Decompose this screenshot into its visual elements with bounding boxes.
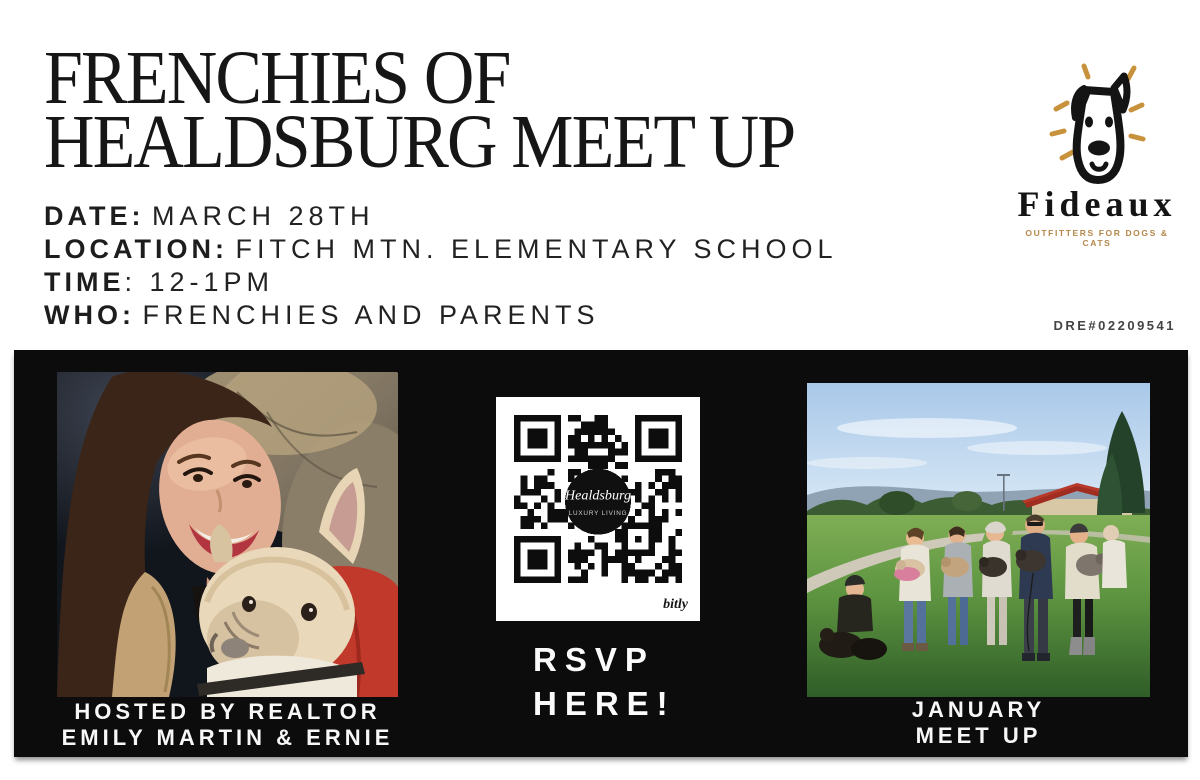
page-title (44, 36, 795, 184)
qr-center-subtitle (569, 510, 628, 517)
host-caption-line-2: EMILY MARTIN & ERNIE (61, 725, 394, 750)
rsvp-line-1: RSVP (533, 641, 655, 678)
qr-center-brand: Healdsburg (564, 487, 632, 504)
title-line-1: FRENCHIES OF (44, 36, 510, 120)
fideaux-logo (1012, 52, 1182, 248)
host-caption-line-1: HOSTED BY REALTOR (74, 699, 381, 724)
bitly-logo: bitly (663, 597, 688, 612)
logo-wordmark: Fideaux (1017, 184, 1177, 224)
meetup-caption (807, 697, 1150, 749)
meetup-caption-line-1: JANUARY (911, 697, 1046, 722)
bottom-panel (14, 350, 1188, 757)
rsvp-qr-code (496, 397, 700, 621)
rsvp-text (533, 638, 676, 726)
title-line-2: HEALDSBURG MEET UP (44, 100, 795, 184)
event-details (44, 201, 838, 333)
meetup-caption-line-2: MEET UP (915, 723, 1042, 748)
detail-location: LOCATION: FITCH MTN. ELEMENTARY SCHOOL (44, 234, 838, 264)
host-caption (57, 699, 398, 751)
detail-who: WHO: FRENCHIES AND PARENTS (44, 300, 600, 330)
detail-time: TIME: 12-1PM (44, 267, 275, 297)
dog-face-icon (1022, 52, 1172, 187)
host-photo (57, 372, 398, 697)
january-meetup-photo (807, 383, 1150, 697)
qr-pattern (514, 415, 682, 583)
logo-tagline: OUTFITTERS FOR DOGS & CATS (1025, 228, 1169, 248)
rsvp-line-2: HERE! (533, 685, 676, 722)
detail-date: DATE: MARCH 28TH (44, 201, 375, 231)
dre-number: DRE#02209541 (1053, 318, 1176, 333)
